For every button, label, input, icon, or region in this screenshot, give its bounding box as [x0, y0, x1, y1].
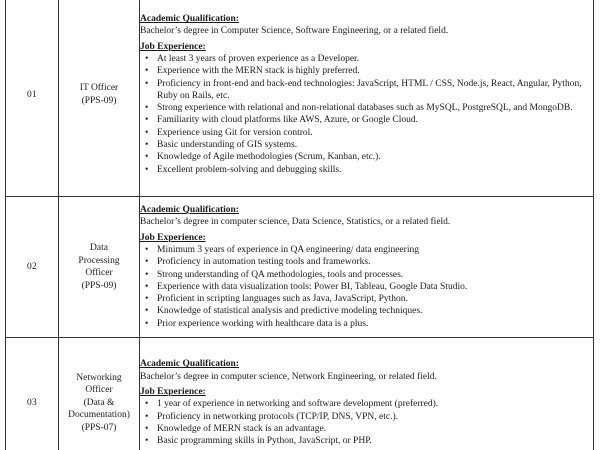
qualification-text: Bachelor’s degree in computer science, Data Science, Statistics, or a related field. [140, 217, 451, 228]
list-item: • Proficiency in automation testing tools and frameworks. [157, 256, 593, 268]
list-item: • Knowledge of Agile methodologies (Scrum, Kanban, etc.). [157, 151, 593, 163]
experience-list [140, 398, 593, 447]
qualification-heading: Academic Qualification: [140, 205, 239, 216]
list-item: • Knowledge of MERN stack is an advantage. [157, 423, 593, 435]
qualification-heading: Academic Qualification: [140, 14, 239, 25]
experience-heading: Job Experience: [140, 387, 206, 398]
list-item: • Knowledge of statistical analysis and predictive modeling techniques. [157, 305, 593, 317]
list-item: • Excellent problem-solving and debugging skills. [157, 164, 593, 176]
post-title: Networking Officer (Data & Documentation) (PPS-07) [59, 338, 140, 450]
table-row [6, 0, 594, 197]
list-item: • Prior experience working with healthcare data is a plus. [157, 318, 593, 330]
list-item: • 1 year of experience in networking and software development (preferred). [157, 398, 593, 410]
list-item: • Strong experience with relational and non-relational databases such as MySQL, PostgreSQL, and MongoDB. [157, 102, 593, 114]
list-item: • Familiarity with cloud platforms like AWS, Azure, or Google Cloud. [157, 114, 593, 126]
serial-number: 01 [6, 0, 59, 197]
list-item: • Experience using Git for version control. [157, 127, 593, 139]
list-item: • Experience with data visualization tools: Power BI, Tableau, Google Data Studio. [157, 281, 593, 293]
list-item: • At least 3 years of proven experience as a Developer. [157, 53, 593, 65]
experience-list [140, 244, 593, 330]
list-item: • Proficient in scripting languages such as Java, JavaScript, Python. [157, 293, 593, 305]
list-item: • Minimum 3 years of experience in QA engineering/ data engineering [157, 244, 593, 256]
experience-heading: Job Experience: [140, 232, 206, 243]
list-item: • Basic understanding of GIS systems. [157, 139, 593, 151]
experience-list [140, 53, 593, 176]
serial-number: 03 [6, 338, 59, 450]
list-item: • Basic programming skills in Python, JavaScript, or PHP. [157, 435, 593, 447]
experience-heading: Job Experience: [140, 41, 206, 52]
qualification-text: Bachelor’s degree in Computer Science, Software Engineering, or a related field. [140, 26, 449, 37]
list-item: • Strong understanding of QA methodologies, tools and processes. [157, 269, 593, 281]
requirements-cell [140, 0, 594, 197]
qualification-heading: Academic Qualification: [140, 359, 239, 370]
qualification-text: Bachelor’s degree in computer science, Network Engineering, or related field. [140, 371, 437, 382]
list-item: • Proficiency in networking protocols (TCP/IP, DNS, VPN, etc.). [157, 411, 593, 423]
requirements-cell [140, 338, 594, 450]
table-row [6, 338, 594, 450]
requirements-cell [140, 197, 594, 338]
table-row [6, 197, 594, 338]
post-title: Data Processing Officer (PPS-09) [59, 197, 140, 338]
post-title: IT Officer (PPS-09) [59, 0, 140, 197]
list-item: • Proficiency in front-end and back-end technologies: JavaScript, HTML / CSS, Node.js, React, Angular, Python, Ruby on Rails, etc. [157, 78, 593, 103]
serial-number: 02 [6, 197, 59, 338]
list-item: • Experience with the MERN stack is highly preferred. [157, 65, 593, 77]
job-requirements-table [5, 0, 594, 450]
